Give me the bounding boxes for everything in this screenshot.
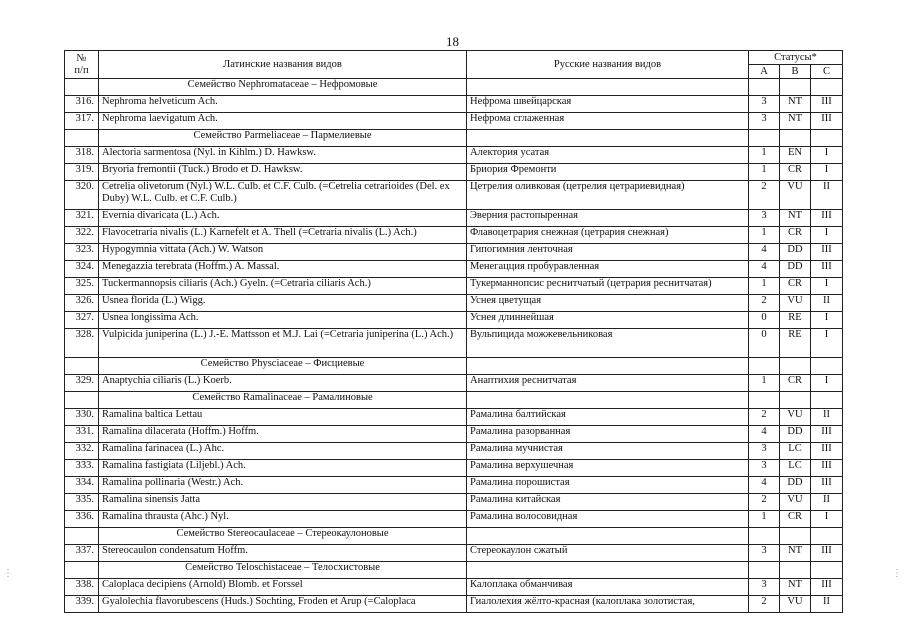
family-row <box>65 528 843 545</box>
latin-name: Stereocaulon condensatum Hoffm. <box>99 545 467 562</box>
status-a: 0 <box>749 329 780 358</box>
family-row-empty-cell <box>749 392 780 409</box>
status-b: NT <box>780 113 811 130</box>
status-c: II <box>811 409 843 426</box>
family-name: Семейство Nephromataceae – Нефромовые <box>99 79 467 96</box>
row-number: 324. <box>65 261 99 278</box>
russian-name: Рамалина разорванная <box>467 426 749 443</box>
status-c: III <box>811 579 843 596</box>
status-b: CR <box>780 511 811 528</box>
status-c: I <box>811 278 843 295</box>
family-row-empty-cell <box>749 528 780 545</box>
family-name: Семейство Teloschistaceae – Телосхистовые <box>99 562 467 579</box>
row-number: 326. <box>65 295 99 312</box>
latin-name: Ramalina pollinaria (Westr.) Ach. <box>99 477 467 494</box>
header-num-label: № п/п <box>74 52 89 76</box>
status-a: 1 <box>749 147 780 164</box>
russian-name: Стереокаулон сжатый <box>467 545 749 562</box>
status-c: III <box>811 477 843 494</box>
family-row-empty-cell <box>467 528 749 545</box>
family-row-empty-cell <box>780 528 811 545</box>
russian-name: Рамалина верхушечная <box>467 460 749 477</box>
family-row-empty-cell <box>811 79 843 96</box>
status-c: III <box>811 261 843 278</box>
family-row-num-cell <box>65 130 99 147</box>
russian-name: Уснея цветущая <box>467 295 749 312</box>
status-c: I <box>811 375 843 392</box>
status-a: 1 <box>749 511 780 528</box>
family-row-empty-cell <box>467 562 749 579</box>
latin-name: Caloplaca decipiens (Arnold) Blomb. et Forssel <box>99 579 467 596</box>
status-c: I <box>811 147 843 164</box>
status-b: VU <box>780 295 811 312</box>
status-a: 2 <box>749 596 780 613</box>
russian-name: Нефрома сглаженная <box>467 113 749 130</box>
family-row <box>65 392 843 409</box>
latin-name: Hypogymnia vittata (Ach.) W. Watson <box>99 244 467 261</box>
status-a: 3 <box>749 96 780 113</box>
russian-name: Флавоцетрария снежная (цетрария снежная) <box>467 227 749 244</box>
russian-name: Эверния растопыренная <box>467 210 749 227</box>
status-b: CR <box>780 227 811 244</box>
status-a: 3 <box>749 579 780 596</box>
row-number: 334. <box>65 477 99 494</box>
family-row-num-cell <box>65 358 99 375</box>
table-body <box>65 79 843 613</box>
latin-name: Alectoria sarmentosa (Nyl. in Kihlm.) D. Hawksw. <box>99 147 467 164</box>
status-a: 4 <box>749 261 780 278</box>
russian-name: Тукерманнопсис реснитчатый (цетрария реснитчатая) <box>467 278 749 295</box>
status-c: III <box>811 426 843 443</box>
header-num <box>65 51 99 79</box>
table-row <box>65 261 843 278</box>
table-row <box>65 375 843 392</box>
status-a: 2 <box>749 181 780 210</box>
row-number: 322. <box>65 227 99 244</box>
status-c: II <box>811 596 843 613</box>
status-b: VU <box>780 181 811 210</box>
family-row-empty-cell <box>811 562 843 579</box>
status-b: CR <box>780 278 811 295</box>
russian-name: Менегацция пробуравленная <box>467 261 749 278</box>
family-row-empty-cell <box>780 79 811 96</box>
row-number: 323. <box>65 244 99 261</box>
family-row <box>65 358 843 375</box>
status-c: III <box>811 210 843 227</box>
status-a: 2 <box>749 295 780 312</box>
family-row-empty-cell <box>811 358 843 375</box>
table-row <box>65 295 843 312</box>
status-b: DD <box>780 261 811 278</box>
table-row <box>65 164 843 181</box>
row-number: 339. <box>65 596 99 613</box>
family-name: Семейство Ramalinaceae – Рамалиновые <box>99 392 467 409</box>
row-number: 318. <box>65 147 99 164</box>
family-row-empty-cell <box>467 130 749 147</box>
latin-name: Ramalina sinensis Jatta <box>99 494 467 511</box>
header-latin: Латинские названия видов <box>99 51 467 79</box>
status-a: 3 <box>749 545 780 562</box>
table-row <box>65 312 843 329</box>
species-table <box>64 50 843 613</box>
row-number: 336. <box>65 511 99 528</box>
russian-name: Алектория усатая <box>467 147 749 164</box>
page-number: 18 <box>446 34 459 49</box>
status-c: III <box>811 460 843 477</box>
table-row <box>65 494 843 511</box>
status-a: 3 <box>749 460 780 477</box>
table-row <box>65 210 843 227</box>
row-number: 332. <box>65 443 99 460</box>
table-row <box>65 147 843 164</box>
table-row <box>65 477 843 494</box>
row-number: 321. <box>65 210 99 227</box>
row-number: 319. <box>65 164 99 181</box>
latin-name: Ramalina farinacea (L.) Ahc. <box>99 443 467 460</box>
family-row-empty-cell <box>780 562 811 579</box>
row-number: 335. <box>65 494 99 511</box>
status-b: NT <box>780 545 811 562</box>
table-row <box>65 113 843 130</box>
family-name: Семейство Physciaceae – Фисциевые <box>99 358 467 375</box>
family-row-empty-cell <box>811 392 843 409</box>
status-c: I <box>811 164 843 181</box>
russian-name: Бриория Фремонти <box>467 164 749 181</box>
status-c: III <box>811 443 843 460</box>
status-c: I <box>811 329 843 358</box>
family-row-empty-cell <box>749 358 780 375</box>
latin-name: Flavocetraria nivalis (L.) Karnefelt et A. Thell (=Cetraria nivalis (L.) Ach.) <box>99 227 467 244</box>
table-row <box>65 443 843 460</box>
header-status-c: C <box>811 65 843 79</box>
margin-mark-right: ⋮ <box>892 568 902 579</box>
status-a: 3 <box>749 443 780 460</box>
russian-name: Калоплака обманчивая <box>467 579 749 596</box>
status-c: II <box>811 295 843 312</box>
row-number: 331. <box>65 426 99 443</box>
family-row-empty-cell <box>749 562 780 579</box>
status-c: II <box>811 494 843 511</box>
row-number: 320. <box>65 181 99 210</box>
latin-name: Ramalina dilacerata (Hoffm.) Hoffm. <box>99 426 467 443</box>
family-row-num-cell <box>65 79 99 96</box>
status-b: LC <box>780 460 811 477</box>
latin-name: Evernia divaricata (L.) Ach. <box>99 210 467 227</box>
family-row-num-cell <box>65 392 99 409</box>
russian-name: Гипогимния ленточная <box>467 244 749 261</box>
status-b: CR <box>780 375 811 392</box>
status-b: DD <box>780 477 811 494</box>
latin-name: Anaptychia ciliaris (L.) Koerb. <box>99 375 467 392</box>
russian-name: Цетрелия оливковая (цетрелия цетрариевидная) <box>467 181 749 210</box>
russian-name: Рамалина китайская <box>467 494 749 511</box>
status-a: 1 <box>749 375 780 392</box>
latin-name: Ramalina fastigiata (Liljebl.) Ach. <box>99 460 467 477</box>
family-name: Семейство Parmeliaceae – Пармелиевые <box>99 130 467 147</box>
header-status-b: B <box>780 65 811 79</box>
russian-name: Рамалина балтийская <box>467 409 749 426</box>
status-b: VU <box>780 494 811 511</box>
russian-name: Рамалина волосовидная <box>467 511 749 528</box>
family-row-empty-cell <box>811 528 843 545</box>
status-b: NT <box>780 210 811 227</box>
latin-name: Usnea longissima Ach. <box>99 312 467 329</box>
status-c: III <box>811 113 843 130</box>
family-row-empty-cell <box>749 79 780 96</box>
status-a: 0 <box>749 312 780 329</box>
table-row <box>65 244 843 261</box>
family-row-empty-cell <box>780 392 811 409</box>
status-c: III <box>811 244 843 261</box>
latin-name: Menegazzia terebrata (Hoffm.) A. Massal. <box>99 261 467 278</box>
row-number: 316. <box>65 96 99 113</box>
table-row <box>65 511 843 528</box>
status-b: DD <box>780 426 811 443</box>
table-row <box>65 181 843 210</box>
latin-name: Vulpicida juniperina (L.) J.-E. Mattsson et M.J. Lai (=Cetraria juniperina (L.) Ach.) <box>99 329 467 358</box>
status-b: LC <box>780 443 811 460</box>
family-row-empty-cell <box>467 358 749 375</box>
status-b: VU <box>780 596 811 613</box>
table-row <box>65 329 843 358</box>
row-number: 337. <box>65 545 99 562</box>
family-row-num-cell <box>65 562 99 579</box>
status-a: 3 <box>749 113 780 130</box>
family-row-empty-cell <box>467 392 749 409</box>
family-row <box>65 562 843 579</box>
status-c: I <box>811 227 843 244</box>
status-a: 2 <box>749 494 780 511</box>
latin-name: Nephroma helveticum Ach. <box>99 96 467 113</box>
family-row-empty-cell <box>780 130 811 147</box>
family-row-num-cell <box>65 528 99 545</box>
family-row-empty-cell <box>749 130 780 147</box>
status-a: 2 <box>749 409 780 426</box>
status-b: NT <box>780 579 811 596</box>
status-b: RE <box>780 329 811 358</box>
status-c: I <box>811 511 843 528</box>
table-row <box>65 596 843 613</box>
row-number: 325. <box>65 278 99 295</box>
family-row-empty-cell <box>811 130 843 147</box>
latin-name: Usnea florida (L.) Wigg. <box>99 295 467 312</box>
latin-name: Tuckermannopsis ciliaris (Ach.) Gyeln. (=Cetraria ciliaris Ach.) <box>99 278 467 295</box>
margin-mark-left: ⋮ <box>3 568 13 579</box>
family-row <box>65 79 843 96</box>
row-number: 328. <box>65 329 99 358</box>
header-status-a: A <box>749 65 780 79</box>
table-row <box>65 460 843 477</box>
table-row <box>65 426 843 443</box>
row-number: 327. <box>65 312 99 329</box>
status-b: EN <box>780 147 811 164</box>
table-row <box>65 227 843 244</box>
family-row-empty-cell <box>467 79 749 96</box>
status-a: 4 <box>749 477 780 494</box>
status-a: 1 <box>749 278 780 295</box>
row-number: 338. <box>65 579 99 596</box>
status-c: III <box>811 96 843 113</box>
row-number: 330. <box>65 409 99 426</box>
latin-name: Gyalolechia flavorubescens (Huds.) Sochting, Froden et Arup (=Caloplaca <box>99 596 467 613</box>
status-b: NT <box>780 96 811 113</box>
status-b: CR <box>780 164 811 181</box>
row-number: 329. <box>65 375 99 392</box>
russian-name: Уснея длиннейшая <box>467 312 749 329</box>
table-row <box>65 545 843 562</box>
table-row <box>65 409 843 426</box>
latin-name: Ramalina thrausta (Ahc.) Nyl. <box>99 511 467 528</box>
latin-name: Bryoria fremontii (Tuck.) Brodo et D. Hawksw. <box>99 164 467 181</box>
status-a: 1 <box>749 164 780 181</box>
russian-name: Гиалолехия жёлто-красная (калоплака золотистая, <box>467 596 749 613</box>
family-row <box>65 130 843 147</box>
russian-name: Нефрома швейцарская <box>467 96 749 113</box>
status-b: RE <box>780 312 811 329</box>
russian-name: Рамалина порошистая <box>467 477 749 494</box>
status-a: 1 <box>749 227 780 244</box>
table-header <box>65 51 843 79</box>
status-b: VU <box>780 409 811 426</box>
family-name: Семейство Stereocaulaceae – Стереокаулоновые <box>99 528 467 545</box>
status-c: I <box>811 312 843 329</box>
russian-name: Рамалина мучнистая <box>467 443 749 460</box>
latin-name: Cetrelia olivetorum (Nyl.) W.L. Culb. et C.F. Culb. (=Cetrelia cetrarioides (Del. ex Duby) W.L. Culb. et C.F. Culb.) <box>99 181 467 210</box>
status-c: II <box>811 181 843 210</box>
status-c: III <box>811 545 843 562</box>
family-row-empty-cell <box>780 358 811 375</box>
latin-name: Ramalina baltica Lettau <box>99 409 467 426</box>
status-a: 4 <box>749 426 780 443</box>
status-a: 3 <box>749 210 780 227</box>
table-row <box>65 96 843 113</box>
status-a: 4 <box>749 244 780 261</box>
row-number: 317. <box>65 113 99 130</box>
status-b: DD <box>780 244 811 261</box>
header-statuses: Статусы* <box>749 51 843 65</box>
header-russian: Русские названия видов <box>467 51 749 79</box>
russian-name: Анаптихия реснитчатая <box>467 375 749 392</box>
row-number: 333. <box>65 460 99 477</box>
latin-name: Nephroma laevigatum Ach. <box>99 113 467 130</box>
table-row <box>65 278 843 295</box>
table-row <box>65 579 843 596</box>
russian-name: Вульпицида можжевельниковая <box>467 329 749 358</box>
